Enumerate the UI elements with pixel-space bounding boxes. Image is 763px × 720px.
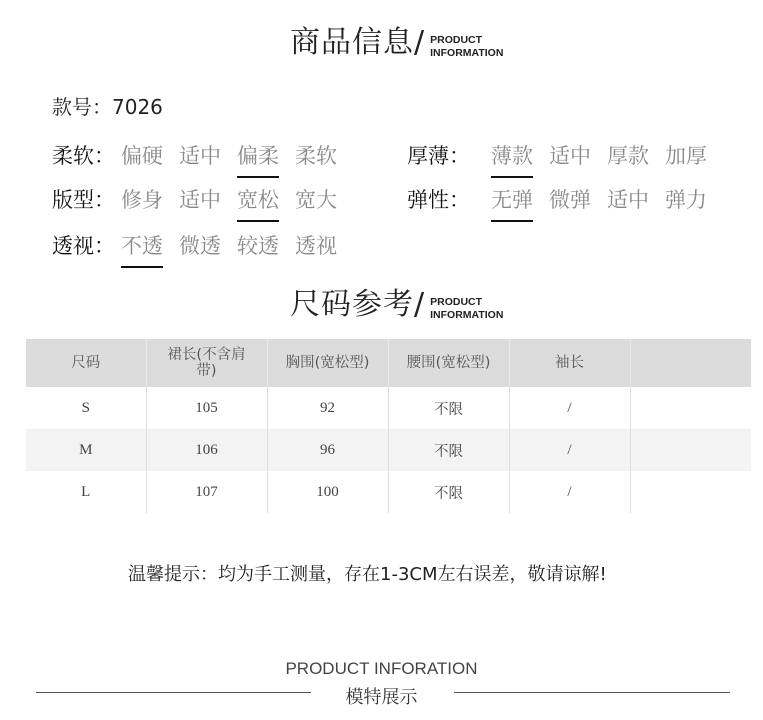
attr-fit (52, 184, 353, 214)
table-cell: / (509, 471, 630, 513)
attr-option: 较透 (237, 234, 279, 258)
attr-softness (52, 140, 353, 170)
attr-option-selected: 无弹 (491, 184, 533, 214)
table-row (26, 387, 751, 429)
product-info-header (290, 26, 503, 60)
table-cell: 100 (267, 471, 388, 513)
attr-option: 偏硬 (121, 144, 163, 168)
attr-option: 透视 (295, 234, 337, 258)
table-row (26, 471, 751, 513)
col-header (630, 339, 751, 387)
table-cell: / (509, 429, 630, 471)
table-cell: / (509, 387, 630, 429)
attr-option-selected: 偏柔 (237, 140, 279, 170)
table-cell (630, 387, 751, 429)
table-row (26, 429, 751, 471)
attr-option: 宽大 (295, 188, 337, 212)
attr-option: 适中 (179, 144, 221, 168)
attr-option: 适中 (549, 144, 591, 168)
table-cell: 不限 (388, 387, 509, 429)
table-cell: M (26, 429, 146, 471)
attr-label: 透视： (52, 234, 115, 258)
attr-elasticity (407, 184, 723, 214)
section-title: 尺码参考 (290, 287, 414, 322)
col-header: 腰围(宽松型) (388, 339, 509, 387)
attr-option: 柔软 (295, 144, 337, 168)
table-cell (630, 471, 751, 513)
attr-option-selected: 薄款 (491, 140, 533, 170)
title-slash: / (414, 25, 425, 60)
table-cell: S (26, 387, 146, 429)
col-header: 裙长(不含肩带) (146, 339, 267, 387)
attr-label: 厚薄： (407, 144, 470, 168)
table-cell: 96 (267, 429, 388, 471)
table-cell: 92 (267, 387, 388, 429)
section-title: 商品信息 (290, 25, 414, 60)
attr-option: 加厚 (665, 144, 707, 168)
col-header: 尺码 (26, 339, 146, 387)
table-cell: 不限 (388, 471, 509, 513)
table-cell: 106 (146, 429, 267, 471)
attr-option: 弹力 (665, 188, 707, 212)
footer-english-title: PRODUCT INFORATION (285, 659, 478, 678)
table-header-row (26, 339, 751, 387)
attr-option-selected: 宽松 (237, 184, 279, 214)
attr-option: 微弹 (549, 188, 591, 212)
attr-option: 厚款 (607, 144, 649, 168)
col-header: 胸围(宽松型) (267, 339, 388, 387)
attr-option: 适中 (179, 188, 221, 212)
attr-transparency (52, 230, 353, 260)
attr-option: 适中 (607, 188, 649, 212)
col-header: 袖长 (509, 339, 630, 387)
footer-chinese-title: 模特展示 (345, 687, 418, 708)
attr-label: 弹性： (407, 188, 470, 212)
size-table (26, 339, 751, 513)
attr-label: 柔软： (52, 144, 115, 168)
attr-option: 微透 (179, 234, 221, 258)
size-reference-header (290, 288, 503, 322)
style-code: 款号：7026 (52, 95, 163, 119)
attr-thickness (407, 140, 723, 170)
measurement-tip: 温馨提示：均为手工测量，存在1-3CM左右误差，敬请谅解! (128, 564, 607, 585)
section-subtitle-en: PRODUCT INFORMATION (430, 34, 504, 59)
attr-option: 修身 (121, 188, 163, 212)
table-cell (630, 429, 751, 471)
title-slash: / (414, 287, 425, 322)
table-cell: 不限 (388, 429, 509, 471)
table-cell: 105 (146, 387, 267, 429)
table-cell: 107 (146, 471, 267, 513)
attr-option-selected: 不透 (121, 230, 163, 260)
table-cell: L (26, 471, 146, 513)
section-subtitle-en: PRODUCT INFORMATION (430, 296, 504, 321)
attr-label: 版型： (52, 188, 115, 212)
